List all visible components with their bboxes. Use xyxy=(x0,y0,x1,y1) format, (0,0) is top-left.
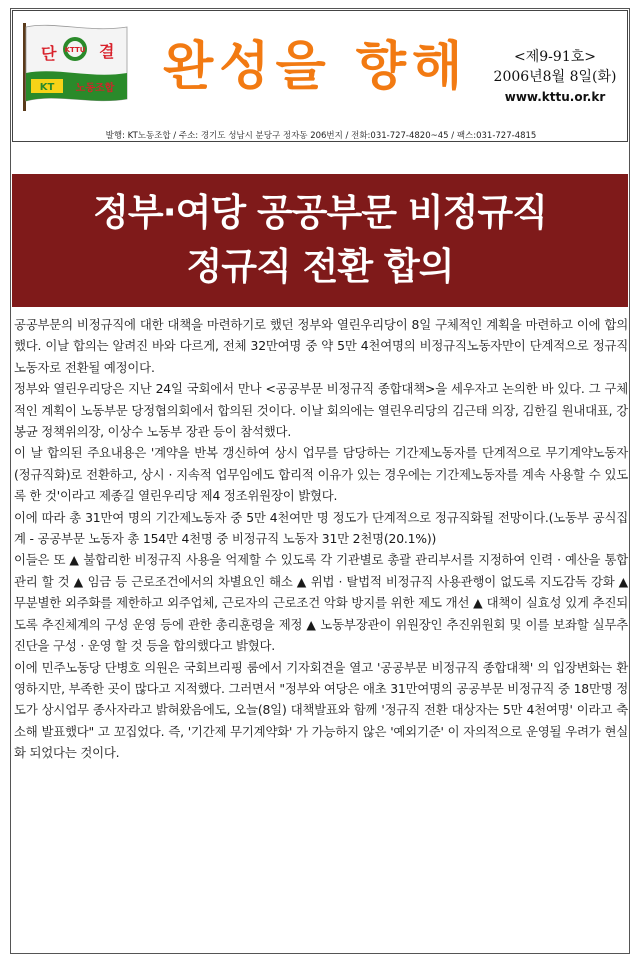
publisher-info: 발행: KT노동조합 / 주소: 경기도 성남시 분당구 정자동 206번지 / 전화:031-727-4820~45 / 팩스:031-727-4815 xyxy=(105,131,537,141)
kttu-flag-logo xyxy=(19,21,131,113)
website-link[interactable]: www.kttu.or.kr xyxy=(504,90,606,104)
headline-line-1: 정부·여당 공공부문 비정규직 xyxy=(93,191,547,234)
svg-text:노동조합: 노동조합 xyxy=(75,83,115,94)
article-paragraph: 이들은 또 ▲ 불합리한 비정규직 사용을 억제할 수 있도록 각 기관별로 총괄 관리부서를 지정하여 인력 · 예산을 통합관리 할 것 ▲ 임금 등 근로조건에서의 차별요인 해소 ▲ 위법 · 탈법적 비정규직 사용관행이 없도록 지도감독 강화 ▲ 무분별한 외주화를 제한하고 외주업체, 근로자의 근로조건 악화 방지를 위한 제도 개선 ▲ 대책이 실효성 있게 추진되도록 추진체계의 구성 운영 등에 관한 총리훈령을 제정 ▲ 노동부장관이 위원장인 추진위원회 및 이를 보좌할 실무추진단을 구성 · 운영 할 것 등을 합의했다고 밝혔다. xyxy=(14,552,628,654)
article-paragraph: 이에 따라 총 31만여 명의 기간제노동자 중 5만 4천여만 명 정도가 단계적으로 정규직화될 전망이다.(노동부 공식집계 - 공공부문 노동자 총 154만 4천명 중 비정규직 노동자 31만 2천명(20.1%)) xyxy=(14,509,628,547)
article-paragraph: 정부와 열린우리당은 지난 24일 국회에서 만나 <공공부문 비정규직 종합대책>을 세우자고 논의한 바 있다. 그 구체적인 계획이 노동부문 당정협의회에서 합의된 것이다. 이날 회의에는 열린우리당의 김근태 의장, 김한길 원내대표, 강봉균 정책위의장, 이상수 노동부 장관 등이 참석했다. xyxy=(14,381,628,440)
headline-line-2: 정규직 전환 합의 xyxy=(186,245,454,288)
issue-info xyxy=(485,47,625,107)
issue-date: 2006년8월 8일(화) xyxy=(493,69,617,85)
article-paragraph: 공공부문의 비정규직에 대한 대책을 마련하기로 했던 정부와 열린우리당이 8일 구체적인 계획을 마련하고 이에 합의했다. 이날 합의는 알려진 바와 다르게, 전체 32만여명 중 약 5만 4천여명의 비정규직노동자만이 단계적으로 정규직노동자로 전환될 예정이다. xyxy=(14,317,628,375)
article-paragraph: 이 날 합의된 주요내용은 '계약을 반복 갱신하여 상시 업무를 담당하는 기간제노동자를 단계적으로 무기계약노동자(정규직화)로 전환하고, 상시 · 지속적 업무임에도 합리적 이유가 있는 경우에는 기간제노동자를 계속 사용할 수 있도록 한 것'이라고 제종길 열린우리당 제4 정조위원장이 밝혔다. xyxy=(14,445,628,504)
newsletter-title: 완성을 향해 xyxy=(163,37,469,97)
masthead xyxy=(12,10,628,142)
svg-text:KT: KT xyxy=(39,82,55,93)
svg-text:KTTU: KTTU xyxy=(64,46,86,54)
headline-banner xyxy=(12,174,628,307)
svg-text:단: 단 xyxy=(41,44,57,63)
svg-text:결: 결 xyxy=(99,42,115,61)
article-body xyxy=(14,314,628,764)
article-paragraph: 이에 민주노동당 단병호 의원은 국회브리핑 룸에서 기자회견을 열고 '공공부문 비정규직 종합대책' 의 입장변화는 환영하지만, 부족한 곳이 많다고 지적했다. 그러면서 "정부와 여당은 애초 31만여명의 공공부문 비정규직 중 18만명 정도가 상시업무 종사자라고 밝혀왔음에도, 오늘(8일) 대책발표와 함께 '정규직 전환 대상자는 5만 4천여명' 이라고 축소해 발표했다" 고 꼬집었다. 즉, '기간제 무기계약화' 가 가능하지 않은 '예외기준' 이 자의적으로 운영될 우려가 현실화 되었다는 것이다. xyxy=(14,659,628,761)
issue-number: <제9-91호> xyxy=(514,49,596,65)
